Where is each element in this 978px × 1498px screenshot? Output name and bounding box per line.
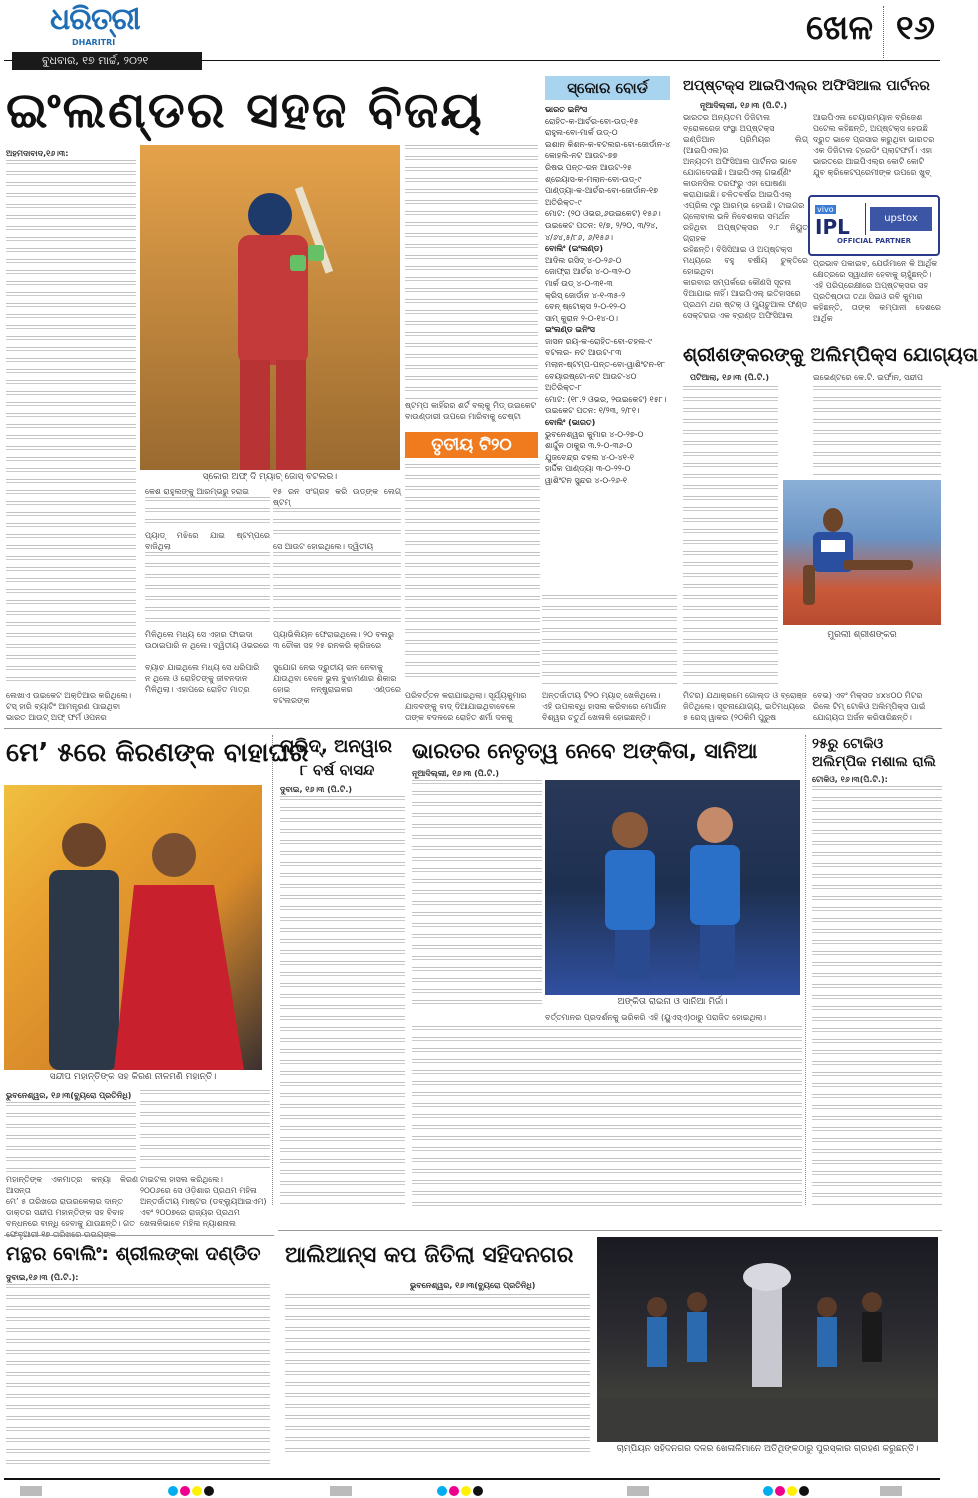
lead-text-line: ବିଶ୍ୱର ଚତୁର୍ଥ ଖେଳାଳି ହୋଇଛନ୍ତି। xyxy=(542,713,651,722)
upstox-column-2 xyxy=(813,112,941,178)
batsman-illustration xyxy=(140,145,400,470)
india-bowling-line: ୱାଶିଂଟନ ସୁନ୍ଦର ୪-୦-୨୬-୧ xyxy=(545,476,628,485)
lead-column-3 xyxy=(145,486,270,695)
sreeshankar-line: ଯୋଗ୍ୟତା ଅର୍ଜନ କରିସାରିଛନ୍ତି। xyxy=(813,713,912,722)
page-number: ୧୬ xyxy=(895,8,935,48)
registration-mark xyxy=(880,1486,902,1496)
lead-column-6-end xyxy=(542,690,677,723)
sreeshankar-column-2 xyxy=(813,386,941,476)
cmyk-dot-yellow xyxy=(461,1486,471,1496)
lead-column-4 xyxy=(273,486,401,706)
lead-text-line: ଷ୍ଟମ୍ପ କାହିଁରର ଶର୍ଟ ବଲ୍‌କୁ ମିଡ୍ ଉଇକେଟ xyxy=(405,401,537,410)
lead-text-line: ୧୫ ରନ ସଂଗ୍ରହ କରି ଉଡ୍ଙ୍କ ଲେଗ୍ ଷ୍ଟମ୍ xyxy=(273,487,401,507)
england-bowling-line: କ୍ରିସ୍ ଜୋର୍ଡାନ ୪-୧-୩୫-୨ xyxy=(545,290,626,300)
lead-text-line: ନ ଥିଲେ ଓ ରୋହିତଙ୍କୁ ଜୀବନଦାନ xyxy=(145,674,248,683)
england-bowling-line: ମାର୍କ ଉଡ୍ ୪-୦-୩୧-୩ xyxy=(545,278,613,288)
upstox-text-line: ସେକ୍ଟରର ଏକ ବ୍ରାଣ୍ଡ ଅଫିସିଆଲ xyxy=(683,311,793,320)
kiran-line: ୨୦୦୬ରେ ସେ ଓଡ଼ିଶାର ପ୍ରଥମ ମହିଳା xyxy=(140,1186,257,1195)
lead-text-line: ଯାଉଥିବା ବେଳେ ଭୁଲ ବୁଝାମଣାର ଶିକାର xyxy=(273,674,397,683)
issue-date: ବୁଧବାର, ୧୭ ମାର୍ଚ୍ଚ, ୨୦୨୧ xyxy=(12,52,202,70)
lead-text-line: ପ୍ୟାଭିଲିୟନ ଫେରାଇଥିଲେ। ୨୦ ବଲରୁ xyxy=(273,630,394,639)
lead-dateline: ଅହମଦାବାଦ,୧୬।୩: xyxy=(6,149,69,158)
alliance-photo-caption: ଚାମ୍ପିୟନ ସହିଦନଗର ଦଳର ଖେଳାଳିମାନେ ଅତିଥିଙ୍କଠାରୁ ପୁରସ୍କାର ଗ୍ରହଣ କରୁଛନ୍ତି। xyxy=(616,1444,919,1454)
scoreboard-body xyxy=(545,104,675,487)
upstox-text-line: ବ୍ରୋକରେଜ ସଂସ୍ଥା ଅପ୍‌ଷ୍ଟକ୍ସ xyxy=(683,124,775,133)
cmyk-dot-yellow xyxy=(787,1486,797,1496)
upstox-logo: upstox xyxy=(870,207,932,231)
sreeshankar-line: ୫ ରେସ୍ ୱାକର (୨୦କିମି ପୁରୁଷ xyxy=(683,713,777,722)
england-bowling-header: ବୋଲିଂ (ଇଂଲଣ୍ଡ) xyxy=(545,244,604,254)
lead-text-line: ତାଙ୍କ ବଦଳରେ ରୋହିତ ଶର୍ମା ଦଳକୁ xyxy=(405,713,513,722)
torch-headline-1: ୨୫ରୁ ଟୋକିଓ xyxy=(812,736,884,752)
cmyk-dot-cyan xyxy=(437,1486,447,1496)
header-divider xyxy=(883,6,884,58)
upstox-text-line: କହିଛନ୍ତି, ତାଙ୍କ କମ୍ପାନୀ ଦେଶରେ ଆର୍ଥିକ xyxy=(813,303,941,323)
kiran-line: ଏବଂ ୨୦୦୭ରେ ରାଜ୍ୟର ପ୍ରଥମ xyxy=(140,1208,240,1217)
footer-rule xyxy=(4,1478,940,1480)
registration-mark xyxy=(627,1486,649,1496)
naved-headline-2: ୮ ବର୍ଷ ବାସନ୍ଦ xyxy=(300,761,375,779)
upstox-text-line: କରାଯାଇଛି। ଚଳିତବର୍ଷର ଆଇପିଏଲ୍ xyxy=(683,190,792,199)
sreeshankar-photo-caption: ମୁରଲୀ ଶ୍ରୀଶଙ୍କର xyxy=(827,630,897,640)
mantra-dateline: ଦୁବାଇ,୧୬।୩ (ପି.ଟି.): xyxy=(6,1273,79,1282)
lead-column-6 xyxy=(542,595,677,685)
column-divider xyxy=(272,735,273,1205)
sreeshankar-dateline: ପଟିଆଲା, ୧୬।୩ (ପି.ଟି.) xyxy=(690,373,769,382)
sreeshankar-column-1 xyxy=(683,386,778,684)
logo-subtitle: DHARITRI xyxy=(72,38,116,47)
cmyk-dot-black xyxy=(473,1486,483,1496)
lead-column-1-end xyxy=(6,690,136,723)
upstox-column-2-end xyxy=(813,258,941,324)
kiran-line: ଖେଳାଳିଭାବେ ମହିଳା ନ୍ୟାଶନାଲ xyxy=(140,1219,236,1228)
lead-text-line: ମିଳିଥିଲା। ଏହାପରେ ରୋହିତ ମାତ୍ର xyxy=(145,685,250,694)
india-innings-line: ଇଶାନ କିଶନ-କ-ବଟଲର-ବୋ-ଜୋର୍ଡାନ-୪ xyxy=(545,139,671,149)
kiran-line: ବନ୍ଧନରେ ବାନ୍ଧି ହେବାକୁ ଯାଉଛନ୍ତି। ଗତ xyxy=(6,1219,135,1228)
india-innings-header: ଭାରତ ଇନିଂସ xyxy=(545,105,588,114)
upstox-text-line: ଆଇପିଏଲ ଚେୟାରମ୍ୟାନ ବ୍ରିଜେଶ xyxy=(813,113,923,122)
england-innings-line: ଜାସନ ରୟ-କ-ରୋହିତ-ବୋ-ଚହଲ-୯ xyxy=(545,336,652,346)
official-partner-label: OFFICIAL PARTNER xyxy=(837,237,911,245)
india-bowling-header: ବୋଲିଂ (ଭାରତ) xyxy=(545,418,596,428)
cmyk-dot-magenta xyxy=(775,1486,785,1496)
naved-dateline: ଦୁବାଇ, ୧୬।୩ (ପି.ଟି.) xyxy=(280,785,353,794)
upstox-text-line: ପ୍ରଭାବ ପକାଇବ, ଯେଉଁମାନେ କି ଆର୍ଥିକ xyxy=(813,259,938,268)
upstox-text-line: ଯୋଗଦେଇଛି। ଆଇପିଏଲ୍ ଗଭର୍ଣ୍ଣିଂ xyxy=(683,168,791,177)
lead-text-line: ସେ ଆଉଟ ହୋଇଥିଲେ। ଦ୍ୱିତୀୟ xyxy=(273,542,374,551)
sreeshankar-line: ମିଟର) ଯଥାକ୍ରମେ ଗୋଲ୍ଡ ଓ ବ୍ରୋଞ୍ଜ xyxy=(683,691,807,700)
lead-text-line: ଭାରତ ଆଉଟ୍ ଅଫ୍ ଫର୍ମ ଓପନର xyxy=(6,713,107,722)
lead-headline: ଇଂଲଣ୍ଡର ସହଜ ବିଜୟ xyxy=(6,81,484,139)
logo-divider xyxy=(865,203,866,235)
lead-text-line: ହୋଇ ନନ୍ଷ୍ଟ୍ରାଇକର ଏଣ୍ଡରେ ବଟଲରଙ୍କ xyxy=(273,685,401,705)
england-bowling-line: ସାମ୍ କୁରାନ ୨-୦-୧୪-୦। xyxy=(545,313,619,323)
cmyk-dot-cyan xyxy=(763,1486,773,1496)
england-total: ମୋଟ: (୧୮.୨ ଓଭର, ୨ଉଇକେଟ) ୧୫୮। xyxy=(545,394,667,404)
india-bowling-line: ଯୁଜବେନ୍ଦ୍ର ଚହଲ ୪-୦-୪୧-୧ xyxy=(545,452,634,462)
upstox-text-line: ଦିଆଯାଇ ନାହିଁ। ଆଇପିଏଲ୍ ଇତିହାସରେ xyxy=(683,289,801,298)
team-trophy-illustration xyxy=(597,1237,938,1442)
lead-text-line: ପରିବର୍ତ୍ତନ କରାଯାଇଥିଲା। ସୂର୍ଯ୍ୟକୁମାର xyxy=(405,691,527,700)
lead-text-line: ପ୍ୟାଡ୍ ମଝିରେ ଯାଇ ଷ୍ଟମ୍ପରେ ବାଜିଥିଲା xyxy=(145,531,270,551)
kiran-photo xyxy=(4,785,262,1070)
mantra-columns xyxy=(6,1284,270,1464)
cmyk-dot-magenta xyxy=(449,1486,459,1496)
lead-column-5 xyxy=(405,464,540,684)
india-innings-line: ଅତିରିକ୍ତ-୯ xyxy=(545,197,582,207)
kiran-line: ଅନ୍ତର୍ଜାତୀୟ ମାଷ୍ଟର (ଡବ୍ଲ୍ୟୁଆଇଏମ) xyxy=(140,1197,267,1206)
upstox-text-line: ଏହି ପରିପ୍ରେକ୍ଷୀରେ ଅପ୍‌ଷ୍ଟକ୍ସର ସହ xyxy=(813,281,929,290)
upstox-text-line: କ୍ଷେତ୍ରରେ ସ୍ୱାଧୀନ ହେବାକୁ ଚାହୁଁଛନ୍ତି। xyxy=(813,270,932,279)
lead-text-line: ଟସ୍ ହାରି ବ୍ୟାଟିଂ ଆମନ୍ତ୍ରଣ ପାଇଥିବା xyxy=(6,702,121,711)
lead-column-1 xyxy=(6,160,136,685)
india-innings-line: ରାହୁଲ-ବୋ-ମାର୍କ ଉଡ୍-୦ xyxy=(545,128,618,138)
mantra-headline: ମନ୍ଥର ବୋଲିଂ: ଶ୍ରୀଲଙ୍କା ଦଣ୍ଡିତ xyxy=(6,1243,261,1265)
torch-column xyxy=(812,786,942,1206)
upstox-dateline: ନୂଆଦିଲ୍ଲୀ, ୧୬।୩ (ପି.ଟି.) xyxy=(700,101,788,110)
england-innings-line: ମଲାନ-ଷ୍ଟମ୍ପ-ପନ୍ତ-ବୋ-ୱାଶିଂଟନ-୧୮ xyxy=(545,360,666,370)
lead-photo xyxy=(140,145,400,470)
column-divider xyxy=(805,735,806,1205)
england-innings-line: ବଟଲର- ନଟ ଆଉଟ-୮୩ xyxy=(545,348,622,358)
scoreboard-title: ସ୍କୋର ବୋର୍ଡ xyxy=(545,76,670,100)
naved-headline-1: ନାଭିଦ୍, ଅନୱାର xyxy=(280,736,393,757)
kiran-column-2-end xyxy=(140,1174,270,1229)
upstox-text-line: ପ୍ରତିଷ୍ଠାତା ତଥା ସିଇଓ ରବି କୁମାର xyxy=(813,292,923,301)
third-t20-badge: ତୃତୀୟ ଟି୨୦ xyxy=(405,432,538,458)
kiran-line: ମେ’ ୫ ତାରିଖରେ ରାଉରକେଲାର ଦାନ୍ତ xyxy=(6,1197,123,1206)
upstox-text-line: ରହିଥିବା ଅପ୍‌ଷ୍ଟକ୍ସର ୨.୮ ନିୟୁତ ଗ୍ରାହକ xyxy=(683,223,808,243)
alliance-dateline: ଭୁବନେଶ୍ୱର, ୧୬।୩(ବ୍ୟୁରୋ ପ୍ରତିନିଧି) xyxy=(410,1281,536,1290)
india-bowling-line: ଭୁବନେଶ୍ୱର କୁମାର ୪-୦-୨୭-୦ xyxy=(545,429,644,439)
sreeshankar-photo xyxy=(783,480,941,625)
upstox-column-1 xyxy=(683,112,808,321)
upstox-text-line: ପ୍ରଥମ ଥର ଷ୍ଟକ୍ ଓ ମ୍ୟୁଚୁଆଲ ଫଣ୍ଡ xyxy=(683,300,808,309)
kiran-headline: ମେ’ ୫ରେ କିରଣଙ୍କ ବାହାଘର xyxy=(6,738,309,768)
england-fall-of-wickets: ଉଇକେଟ ପତନ: ୧/୨୩, ୨/୮୧। xyxy=(545,406,640,416)
lead-text-line: ଲେଖାଏ ଉଇକେଟ ଅକ୍ତିଆର କରିଥିଲେ। xyxy=(6,691,132,700)
lead-photo-caption: ସ୍କୋର ଅଫ୍ ଦି ମ୍ୟାଚ୍ ଜୋସ୍ ବଟଲର। xyxy=(202,472,338,482)
kiran-column-1-end xyxy=(6,1174,138,1240)
lead-text-line: କେଶ ରାହୁଲଙ୍କୁ ଆରମ୍ଭରୁ ହରାଇ xyxy=(145,487,249,496)
england-innings-line: ବେୟାରଷ୍ଟୋ-ନଟ ଆଉଟ-୪୦ xyxy=(545,371,637,381)
registration-mark xyxy=(20,1486,42,1496)
lead-text-line: ଉଠାଇପାରି ନ ଥିଲେ। ଦ୍ୱିତୀୟ ଓଭରରେ xyxy=(145,641,270,650)
upstox-text-line: କାଉନସିଲ ତରଫରୁ ଏହା ଘୋଷଣା xyxy=(683,179,787,188)
england-innings-header: ଇଂଲଣ୍ଡ ଇନିଂସ xyxy=(545,325,595,335)
lead-column-5-end xyxy=(405,690,540,723)
cmyk-dot-yellow xyxy=(192,1486,202,1496)
lead-text-line: ୩ ଚୌକା ସହ ୨୫ ରନକରି କ୍ରିଜରେ xyxy=(273,641,382,650)
naved-column xyxy=(280,796,405,1206)
dharitri-logo xyxy=(50,4,170,50)
ipl-logo: IPL xyxy=(815,215,850,239)
kiran-line: ମହାନ୍ତିଙ୍କ ଏକମାତ୍ର କନ୍ୟା କିରଣ ଆସନ୍ତା xyxy=(6,1175,138,1195)
upstox-text-line: ଇଣ୍ଡିଆନ ପ୍ରିମିୟର ଲିଗ୍ (ଆଇପିଏଲ)ର xyxy=(683,135,808,155)
section-divider xyxy=(4,1235,274,1236)
india-bowling-line: ଶାର୍ଦ୍ଦୁଳ ଠାକୁର ୩.୨-୦-୩୬-୦ xyxy=(545,441,633,451)
ankita-sania-photo xyxy=(545,780,800,995)
lead-text-line: ସୁଯୋଗ ନେଇ ଦ୍ରୁତୀୟ ରନ ନେବାକୁ xyxy=(273,663,383,672)
kiran-column-1 xyxy=(6,1102,136,1172)
sreeshankar-headline: ଶ୍ରୀଶଙ୍କରଙ୍କୁ ଅଲିମ୍ପିକ୍ସ ଯୋଗ୍ୟତା xyxy=(683,344,978,366)
cmyk-dot-cyan xyxy=(168,1486,178,1496)
kiran-line: ଡାକ୍ତର ସନ୍ଦୀପ ମହାନ୍ତିଙ୍କ ସହ ବିବାହ xyxy=(6,1208,125,1217)
upstox-headline: ଅପ୍‌ଷ୍ଟକ୍ସ ଆଇପିଏଲ୍‌ର ଅଫିସିଆଲ ପାର୍ଟନର xyxy=(683,78,930,94)
ipl-upstox-logo xyxy=(808,195,940,256)
sreeshankar-line: ଇଭେଣ୍ଟରେ କେ.ଟି. ଇର୍ଫାନ, ସନ୍ଦୀପ xyxy=(813,373,923,382)
lead-text-line: ଏହି ଉପଲବ୍ଧି ହାସଲ କରିବାରେ ମୋର୍ଗାନ xyxy=(542,702,667,711)
upstox-text-line: କାରବାର ସମ୍ପର୍କରେ କୌଣସି ସୂଚନା xyxy=(683,278,792,287)
india-innings-line: ରିଷଭ ପନ୍ତ-ରନ ଆଉଟ-୨୫ xyxy=(545,162,632,172)
upstox-text-line: ଦ୍ରୁତ ଭାବେ ପ୍ରସାର କରୁଥିବା ଭାରତର xyxy=(813,135,935,144)
upstox-text-line: ଏକ ଡିଜିଟାଲ ଟ୍ରେଡିଂ ପ୍ଲାଟଫର୍ମ। ଏହା xyxy=(813,146,933,155)
sreeshankar-column-1-end xyxy=(683,690,808,723)
lead-text-line: ବାଉଣ୍ଡାରୀ ଉପରେ ମାରିବାକୁ ଚେଷ୍ଟା xyxy=(405,412,521,421)
england-innings-line: ଅତିରିକ୍ତ-୮ xyxy=(545,383,582,393)
india-bowling-line: ହାର୍ଦ୍ଦିକ ପାଣ୍ଡ୍ୟା ୩-୦-୨୨-୦ xyxy=(545,464,631,474)
registration-mark xyxy=(330,1486,352,1496)
india-innings-line: ଶ୍ରେୟାସ-କ-ମଲାନ-ବୋ-ଉଡ୍-୯ xyxy=(545,174,642,184)
alliance-team-photo xyxy=(597,1237,938,1442)
torch-dateline: ଟୋକିଓ, ୧୬।୩(ପି.ଟି.): xyxy=(812,775,888,784)
section-divider xyxy=(278,1230,942,1231)
ankita-headline: ଭାରତର ନେତୃତ୍ୱ ନେବେ ଅଙ୍କିତା, ସାନିଆ xyxy=(412,739,758,763)
ankita-line: ବର୍ତ୍ତମାନର ପ୍ରଦର୍ଶନକୁ ଭରିକରି ଏହି (ୟୁଏସ୍‌ଏ)ଠାରୁ ପରାଜିତ ହୋଇଥିଲା। xyxy=(545,1013,767,1022)
upstox-text-line: ଅନ୍ୟତମ ଅଫିସିଆଲ ପାର୍ଟନର ଭାବେ xyxy=(683,157,798,166)
alliance-headline: ଆଲିଆନ୍ସ କପ ଜିତିଲା ସହିଦନଗର xyxy=(285,1243,574,1268)
alliance-columns xyxy=(285,1294,590,1454)
kiran-column-2 xyxy=(140,1090,270,1170)
india-total: ମୋଟ: (୨୦ ଓଭର,୬ଉଇକେଟ) ୧୫୬। xyxy=(545,209,661,219)
lead-text-line: ବ୍ୟାଚ ଯାଇଥିଲେ ମଧ୍ୟ ସେ ଧରିପାରି xyxy=(145,663,260,672)
upstox-text-line: ମଧ୍ୟରେ ବହୁ ବର୍ଷୀୟ ଚୁକ୍ତିରେ ହୋଇଥିବା xyxy=(683,256,808,276)
upstox-text-line: ଗ୍ଲୋବାଲ ଭଳି ନିବେଶକର ସମର୍ଥନ xyxy=(683,212,790,221)
england-bowling-line: ବେନ୍ ଷ୍ଟୋକ୍ସ ୨-୦-୧୨-୦ xyxy=(545,302,626,312)
section-title: ଖେଳ xyxy=(805,8,873,48)
kiran-dateline: ଭୁବନେଶ୍ୱର, ୧୬।୩(ବ୍ୟୁରୋ ପ୍ରତିନିଧି) xyxy=(6,1091,132,1100)
long-jumper-illustration xyxy=(783,480,941,625)
ankita-dateline: ନୂଆଦିଲ୍ଲୀ, ୧୬।୩ (ପି.ଟି.) xyxy=(412,769,500,778)
couple-illustration xyxy=(4,785,262,1070)
vivo-logo: vivo xyxy=(817,205,834,214)
ankita-column-1 xyxy=(412,780,542,1005)
lead-text-line: ମିଳିଥିଲେ ମଧ୍ୟ ସେ ଏହାର ଫାଇଦା xyxy=(145,630,253,639)
kiran-line: ଟାଇଟଲ ହାସଲ କରିଥିଲେ। xyxy=(140,1175,223,1184)
upstox-text-line: ଭାରତରେ ଆଇପିଏଲ୍‌ର କୋଟି କୋଟି xyxy=(813,157,925,166)
ankita-columns-lower xyxy=(412,1026,802,1206)
upstox-text-line: ଏପ୍ରିଲ ୯ରୁ ଆରମ୍ଭ ହେଉଛି। ଟାଇଗର xyxy=(683,201,805,210)
cmyk-dot-black xyxy=(204,1486,214,1496)
section-divider xyxy=(4,728,942,729)
upstox-text-line: ଯୁବ କ୍ରିକେଟପ୍ରେମୀଙ୍କ ଉପରେ ଖୁବ୍ xyxy=(813,168,931,177)
torch-headline-2: ଅଲିମ୍ପିକ ମଶାଲ ରାଲି xyxy=(812,754,936,770)
india-innings-line: ରୋହିତ-କ-ଆର୍ଚର-ବୋ-ଉଡ୍-୧୫ xyxy=(545,116,639,126)
ankita-photo-caption: ଅଙ୍କିତା ରାଇନା ଓ ସାନିଆ ମିର୍ଜା। xyxy=(617,997,728,1007)
india-innings-line: କୋହଲି-ନଟ ଆଉଟ-୭୭ xyxy=(545,151,618,161)
lead-text-line: ଯାଦବଙ୍କୁ ବାଦ୍ ଦିଆଯାଇଥିବାବେଳେ xyxy=(405,702,516,711)
kiran-photo-caption: ସନ୍ଦୀପ ମହାନ୍ତିଙ୍କ ସହ କିରଣ ନୀଳମଣି ମହାନ୍ତି। xyxy=(49,1072,217,1082)
sreeshankar-line: ଜିତିଥିଲେ। ସୂଚନାଯୋଗ୍ୟ, ଇତିମଧ୍ୟରେ xyxy=(683,702,806,711)
cmyk-dot-black xyxy=(799,1486,809,1496)
upstox-text-line: ଭାରତର ଅନ୍ୟତମ ଡିଜିଟାଲ xyxy=(683,113,770,122)
india-innings-line: ପାଣ୍ଡ୍ୟା-କ-ଆର୍ଚର-ବୋ-ଜୋର୍ଡାନ-୧୭ xyxy=(545,186,659,196)
sreeshankar-line: ବେଭ) ଏବଂ ମିକ୍ସଡ ୪x୪୦୦ ମିଟର xyxy=(813,691,923,700)
upstox-text-line: ରହିଛନ୍ତି। ବିସିସିଆଇ ଓ ଅପ୍‌ଷ୍ଟକ୍ସ xyxy=(683,245,792,254)
england-bowling-line: ଜୋଫ୍ରା ଆର୍ଚର ୪-୦-୩୨-୦ xyxy=(545,267,631,277)
india-fall-of-wickets: ଉଇକେଟ ପତନ: ୧/୭, ୨/୨୦, ୩/୨୪, ୪/୬୪,୫/୮୬, ୬/୧୫୬। xyxy=(545,220,658,242)
tennis-players-illustration xyxy=(545,780,800,995)
sreeshankar-column-2-end xyxy=(813,690,941,723)
lead-column-2 xyxy=(405,145,538,430)
england-bowling-line: ଆଦିଲ ରସିଦ୍ ୪-୦-୨୬-୦ xyxy=(545,255,622,265)
cmyk-dot-magenta xyxy=(180,1486,190,1496)
upstox-text-line: ପଟେଲ କହିଛନ୍ତି, ଅପ୍‌ଷ୍ଟକ୍ସ ହେଉଛି xyxy=(813,124,928,133)
sreeshankar-line: ରିଲେ ଟିମ୍ ଟୋକିଓ ଅଲିମ୍ପିକ୍ସ ପାଇଁ xyxy=(813,702,926,711)
logo-text: ଧରିତ୍ରୀ xyxy=(50,2,140,37)
lead-text-line: ଅନ୍ତର୍ଜାତୀୟ ଟି୨୦ ମ୍ୟାଚ୍ ଖେଳିଥିଲେ। xyxy=(542,691,661,700)
